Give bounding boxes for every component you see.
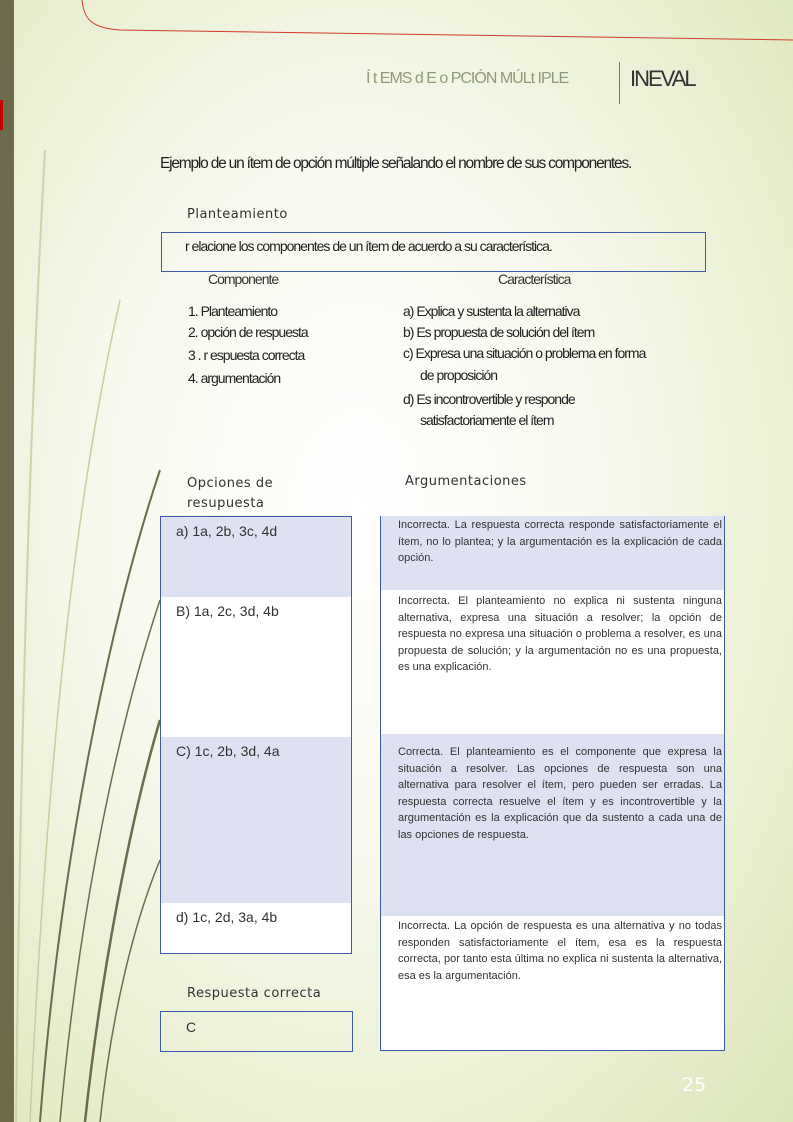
header-separator: [619, 62, 620, 104]
deco-stem-6: [100, 860, 160, 1122]
page-heading: Ejemplo de un ítem de opción múltiple señalando el nombre de sus componentes.: [160, 155, 632, 172]
answer-value: C: [186, 1019, 197, 1035]
argument-row: Incorrecta. El planteamiento no explica ni sustenta ninguna alternativa, expresa una situación a resolver; la opción de respuesta no expresa una situación o problema a resolver, es una propuesta de solución; y la argumentación no es una propuesta, es una explicación.: [398, 595, 722, 673]
component-item: 3 . r espuesta correcta: [188, 347, 305, 363]
argument-row: Incorrecta. La opción de respuesta es una alternativa y no todas responden satisfactoriamente el ítem, esa es la respuesta correcta, por tanto esta última no explica ni sustenta la alternativa, esa es la argumentación.: [398, 920, 722, 982]
label-opciones-line1: Opciones de: [187, 476, 274, 491]
header-section-title: Í t EMS d E o PCIÓN MÚLt IPLE: [366, 70, 569, 87]
option-row: d) 1c, 2d, 3a, 4b: [176, 909, 278, 925]
options-table: [160, 516, 352, 954]
option-row: C) 1c, 2b, 3d, 4a: [161, 737, 351, 903]
page-number: 25: [682, 1074, 707, 1096]
deco-stem-5: [85, 720, 160, 1122]
label-opciones-line2: resupuesta: [187, 496, 265, 511]
characteristic-item-continued: de proposición: [420, 367, 498, 383]
characteristic-item: a) Explica y sustenta la alternativa: [403, 303, 580, 319]
component-item: 1. Planteamiento: [188, 303, 278, 319]
label-argumentaciones: Argumentaciones: [405, 474, 527, 489]
deco-stem-1: [16, 150, 45, 1122]
characteristic-item: d) Es incontrovertible y responde: [403, 391, 575, 407]
top-red-curve: [82, 0, 793, 40]
deco-stem-3: [40, 470, 160, 1122]
characteristic-item: b) Es propuesta de solución del ítem: [403, 324, 595, 340]
label-respuesta-correcta: Respuesta correcta: [187, 986, 322, 1001]
column-header-componente: Componente: [208, 271, 279, 287]
column-header-caracteristica: Característica: [498, 271, 571, 287]
option-row: B) 1a, 2c, 3d, 4b: [176, 603, 279, 619]
characteristic-item-continued: satisfactoriamente el ítem: [420, 412, 554, 428]
characteristic-item: c) Expresa una situación o problema en forma: [403, 345, 646, 361]
option-row: a) 1a, 2b, 3c, 4d: [161, 517, 351, 597]
stem-text: r elacione los componentes de un ítem de acuerdo a su característica.: [185, 238, 552, 254]
deco-stem-2: [30, 300, 120, 1122]
component-item: 2. opción de respuesta: [188, 324, 308, 340]
label-planteamiento: Planteamiento: [187, 207, 288, 222]
arguments-table: [380, 516, 725, 1051]
header-logo-ineval: INEVAL: [630, 66, 695, 91]
component-item: 4. argumentación: [188, 370, 281, 386]
argument-row: Incorrecta. La respuesta correcta responde satisfactoriamente el ítem, no lo plantea; y la argumentación es la explicación de cada opción.: [381, 516, 724, 590]
argument-row: Correcta. El planteamiento es el componente que expresa la situación a resolver. Las opciones de respuesta son una alternativa para resolver el ítem, pero pueden ser erradas. La respuesta correcta resuelve el ítem y es incontrovertible y la argumentación es la explicación que da sustento a cada una de las opciones de respuesta.: [381, 734, 724, 916]
